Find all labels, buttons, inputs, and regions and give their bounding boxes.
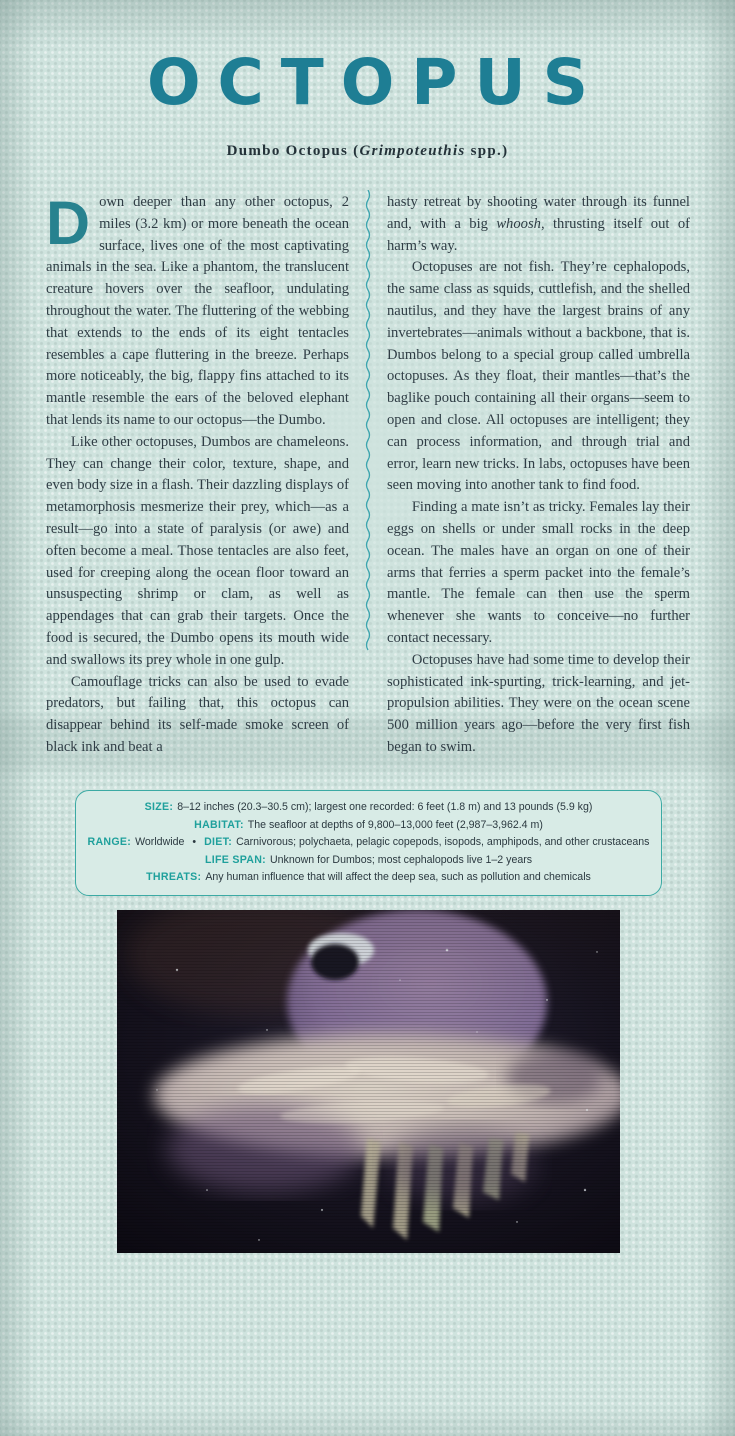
subtitle-suffix: spp.) [465,143,509,159]
bullet-separator: • [192,836,197,849]
fact-value-threats: Any human influence that will affect the deep sea, such as pollution and chemicals [205,871,591,884]
fact-row-lifespan [205,852,532,869]
fact-row-size [145,799,593,816]
wavy-column-divider [364,190,372,660]
paragraph-6: Finding a mate isn’t as tricky. Females lay their eggs on shells or under small rocks in the deep ocean. The males have an organ on one of their arms that ferries a sperm packet into the female’s mantle. The female can then use the sperm whenever she wants to conceive—no further contact necessary. [387,499,690,646]
fact-label-range: RANGE: [87,836,132,849]
octopus-illustration [117,910,620,1253]
quick-facts-box [75,790,662,896]
subtitle-prefix: Dumbo Octopus ( [226,143,360,159]
fact-value-size: 8–12 inches (20.3–30.5 cm); largest one recorded: 6 feet (1.8 m) and 13 pounds (5.9 kg) [177,801,593,814]
dropcap-letter: D [46,189,91,257]
page-title: OCTOPUS [146,46,606,119]
paragraph-7: Octopuses have had some time to develop their sophisticated ink-spurting, trick-learning, and jet-propulsion abilities. They were on the ocean scene 500 million years ago—before the very first fish began to swim. [387,651,690,755]
species-subtitle [0,143,735,160]
fact-label-diet: DIET: [204,836,233,849]
paragraph-3: Camouflage tricks can also be used to evade predators, but failing that, this octopus can disappear behind its self-made smoke screen of black ink and beat a [46,673,349,755]
text-column-right [387,192,690,759]
fact-value-range: Worldwide [135,836,185,849]
dumbo-octopus-photo [117,910,620,1253]
text-column-left [46,189,349,759]
fact-row-range-diet [88,834,650,851]
italic-word-whoosh: whoosh [496,215,541,232]
fact-label-size: SIZE: [144,801,174,814]
fact-row-threats [146,869,591,886]
paragraph-1-text: own deeper than any other octopus, 2 miles (3.2 km) or more beneath the ocean surface, lives one of the most captivating animals in the sea. Like a phantom, the translucent creature hovers over the seafloor, undulating throughout the water. The fluttering of the webbing that extends to the ends of its eight tentacles resembles a cape fluttering in the breeze. Perhaps more noticeably, the big, flappy fins attached to its mantle resemble the ears of the beloved elephant that lends its name to our octopus—the Dumbo. [46,194,349,428]
fact-value-diet: Carnivorous; polychaeta, pelagic copepods, isopods, amphipods, and other crustaceans [236,836,650,849]
species-name-italic: Grimpoteuthis [359,143,466,159]
fact-label-habitat: HABITAT: [194,818,244,831]
fact-row-habitat [194,817,543,834]
paragraph-4-text-a: hasty retreat by shooting water through its funnel and, with a big [387,194,690,232]
fact-label-threats: THREATS: [146,871,202,884]
paragraph-5: Octopuses are not fish. They’re cephalopods, the same class as squids, cuttlefish, and the shelled nautilus, and they have the largest brains of any invertebrates—animals without a backbone, that is. Dumbos belong to a special group called umbrella octopuses. As they float, their mantles—that’s the baglike pouch containing all their organs—seem to open and close. All octopuses are intelligent; they can process information, and through trial and error, learn new tricks. In labs, octopuses have been seen moving into another tank to find food. [387,259,690,494]
paragraph-2: Like other octopuses, Dumbos are chameleons. They can change their color, texture, shape, and even body size in a flash. Their dazzling displays of metamorphosis mesmerize their prey, which—as a result—go into a state of paralysis (or awe) and often become a meal. Those tentacles are also feet, used for creeping along the ocean floor toward an unsuspecting shrimp or clam, as well as appendages that can grab their targets. Once the food is secured, the Dumbo opens its mouth wide and swallows its prey whole in one gulp. [46,433,349,668]
fact-value-lifespan: Unknown for Dumbos; most cephalopods live 1–2 years [270,853,533,866]
paragraph-1 [46,189,349,432]
fact-label-lifespan: LIFE SPAN: [204,853,267,866]
paragraph-4 [387,192,690,257]
fact-value-habitat: The seafloor at depths of 9,800–13,000 feet (2,987–3,962.4 m) [247,818,543,831]
paragraph-4-text-b: , thrusting itself out of harm’s way. [387,215,690,254]
